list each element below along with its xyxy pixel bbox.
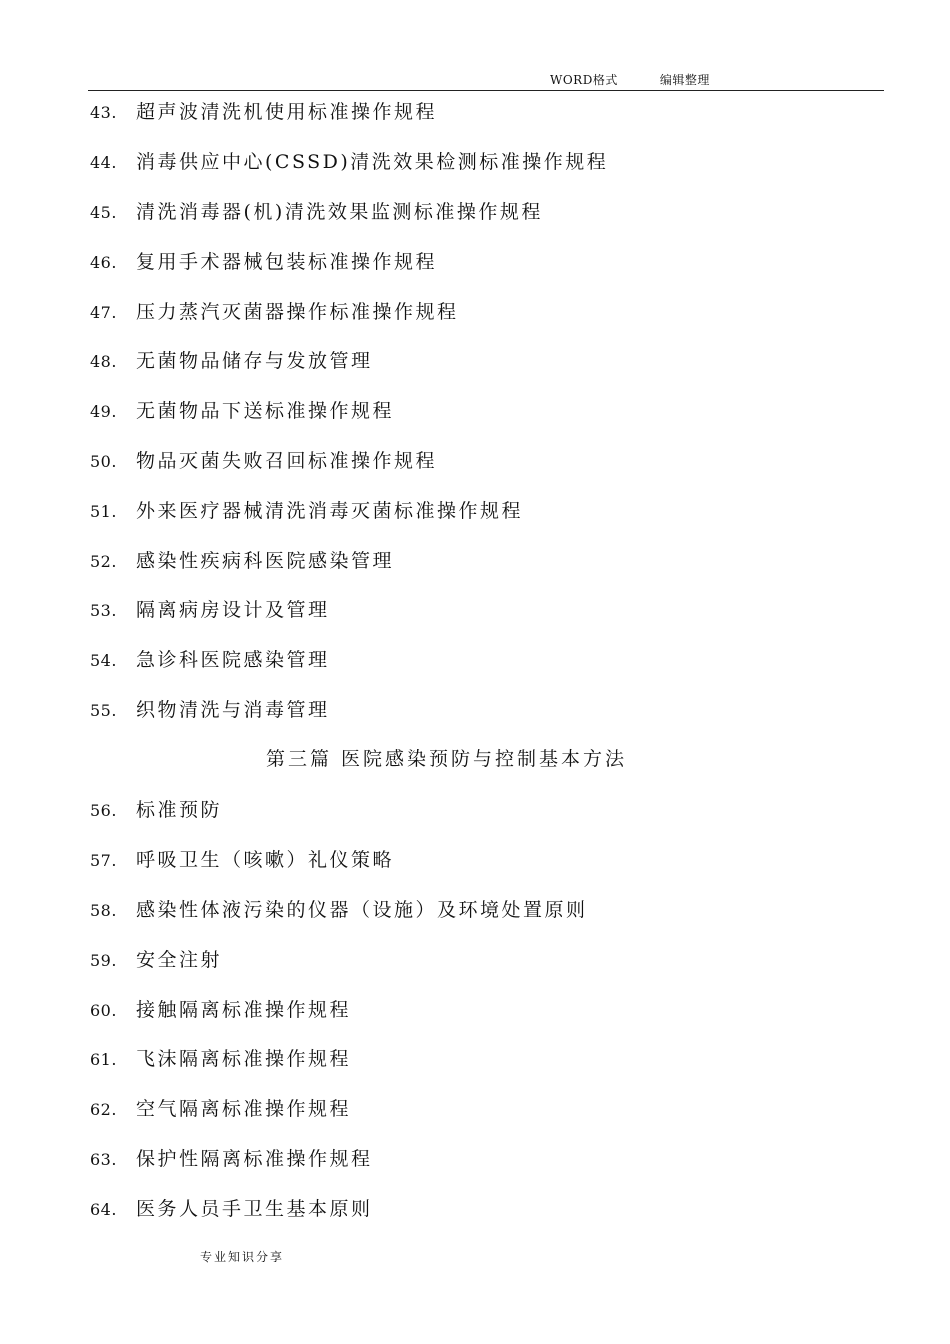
toc-item (90, 148, 608, 176)
toc-item-number: 46. (90, 253, 117, 272)
toc-item (90, 1045, 351, 1073)
toc-item (90, 646, 330, 674)
toc-item-number: 53. (90, 601, 117, 620)
section-heading: 第三篇 医院感染预防与控制基本方法 (266, 748, 628, 770)
toc-item (90, 596, 330, 624)
toc-item (90, 198, 543, 226)
toc-item (90, 846, 394, 874)
toc-item (90, 248, 437, 276)
toc-item (90, 347, 373, 375)
toc-item-number: 54. (90, 651, 117, 670)
toc-item-title: 急诊科医院感染管理 (136, 649, 330, 671)
toc-item-title: 物品灭菌失败召回标准操作规程 (136, 450, 438, 472)
toc-item-title: 安全注射 (136, 949, 223, 971)
toc-item-title: 无菌物品储存与发放管理 (136, 350, 373, 372)
toc-item-title: 感染性疾病科医院感染管理 (136, 550, 395, 572)
toc-item-title: 消毒供应中心(CSSD)清洗效果检测标准操作规程 (136, 151, 609, 173)
page-header (88, 72, 884, 91)
toc-item-number: 49. (90, 402, 117, 421)
toc-item-title: 压力蒸汽灭菌器操作标准操作规程 (136, 301, 459, 323)
toc-item-title: 清洗消毒器(机)清洗效果监测标准操作规程 (136, 201, 543, 223)
toc-item (90, 1145, 373, 1173)
toc-item-title: 空气隔离标准操作规程 (136, 1098, 352, 1120)
toc-item-number: 47. (90, 303, 117, 322)
toc-item-title: 隔离病房设计及管理 (136, 599, 330, 621)
toc-item-number: 59. (90, 951, 117, 970)
toc-item-title: 标准预防 (136, 799, 223, 821)
toc-item (90, 298, 459, 326)
toc-item (90, 896, 588, 924)
toc-item (90, 547, 394, 575)
toc-item-number: 60. (90, 1001, 117, 1020)
toc-item-number: 55. (90, 701, 117, 720)
header-format-label: WORD格式 (550, 73, 618, 87)
toc-item-title: 接触隔离标准操作规程 (136, 999, 352, 1021)
toc-item-title: 医务人员手卫生基本原则 (136, 1198, 373, 1220)
toc-item-number: 64. (90, 1200, 117, 1219)
toc-item (90, 447, 437, 475)
toc-item-number: 57. (90, 851, 117, 870)
toc-item-number: 52. (90, 552, 117, 571)
toc-item-number: 50. (90, 452, 117, 471)
toc-item (90, 1095, 351, 1123)
toc-item-number: 51. (90, 502, 117, 521)
toc-item-title: 织物清洗与消毒管理 (136, 699, 330, 721)
header-note-label: 编辑整理 (659, 73, 710, 87)
toc-item-title: 超声波清洗机使用标准操作规程 (136, 101, 438, 123)
toc-item (90, 497, 523, 525)
toc-item (90, 98, 437, 126)
page-footer: 专业知识分享 (200, 1250, 285, 1264)
toc-item-title: 外来医疗器械清洗消毒灭菌标准操作规程 (136, 500, 524, 522)
toc-item (90, 397, 394, 425)
toc-item-number: 56. (90, 801, 117, 820)
toc-item-number: 48. (90, 352, 117, 371)
toc-item-number: 44. (90, 153, 117, 172)
toc-item-title: 复用手术器械包装标准操作规程 (136, 251, 438, 273)
toc-item (90, 696, 330, 724)
toc-item-number: 43. (90, 103, 117, 122)
header-text (550, 72, 710, 88)
toc-item-number: 58. (90, 901, 117, 920)
toc-item-title: 感染性体液污染的仪器（设施）及环境处置原则 (136, 899, 588, 921)
toc-item-number: 45. (90, 203, 117, 222)
toc-item-title: 保护性隔离标准操作规程 (136, 1148, 373, 1170)
toc-item-number: 61. (90, 1050, 117, 1069)
toc-item-title: 飞沫隔离标准操作规程 (136, 1048, 352, 1070)
toc-item (90, 796, 222, 824)
toc-item-number: 62. (90, 1100, 117, 1119)
toc-item-title: 无菌物品下送标准操作规程 (136, 400, 395, 422)
toc-item-number: 63. (90, 1150, 117, 1169)
toc-item (90, 1195, 373, 1223)
toc-item-title: 呼吸卫生（咳嗽）礼仪策略 (136, 849, 395, 871)
toc-item (90, 946, 222, 974)
toc-item (90, 996, 351, 1024)
